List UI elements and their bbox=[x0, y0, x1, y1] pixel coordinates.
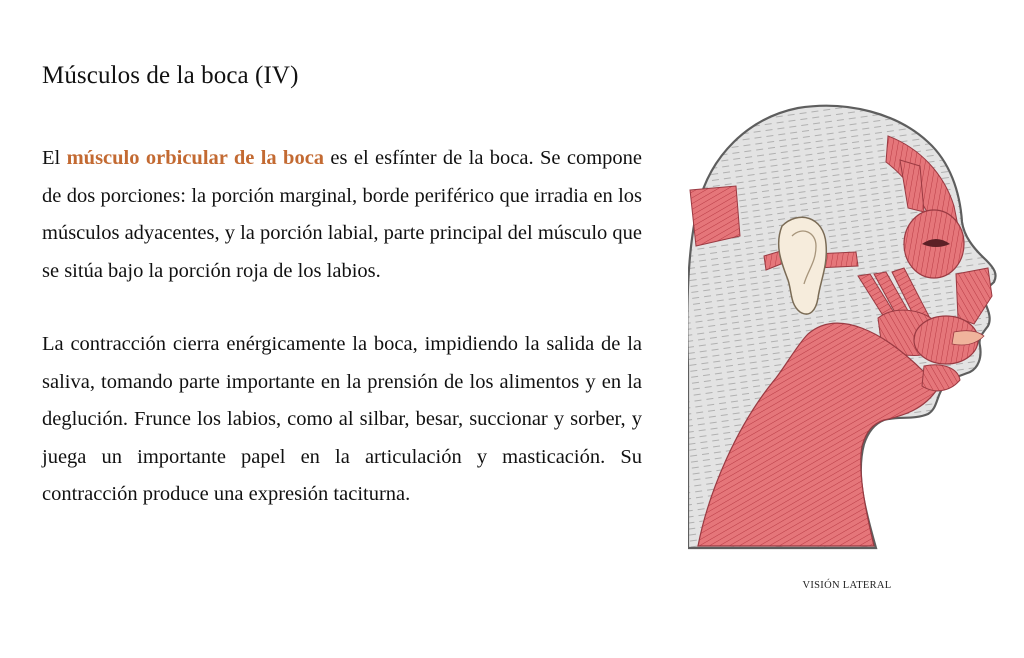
head-lateral-illustration bbox=[688, 96, 1006, 556]
paragraph-rest: es el esfínter de la boca. Se compone de dos porciones: la porción marginal, borde periférico que irradia en los músculos adyacentes, y la porción labial, parte principal del músculo que se sitúa bajo la porción roja de los labios. bbox=[42, 147, 643, 282]
occipital-muscle bbox=[690, 186, 740, 246]
paragraph-lead: El bbox=[42, 147, 67, 169]
figure-caption: VISIÓN LATERAL bbox=[802, 580, 892, 591]
paragraph-function: La contracción cierra enérgicamente la boca, impidiendo la salida de la saliva, tomando parte importante en la prensión de los alimentos y en la deglución. Frunce los labios, como al silbar, besar, succionar y sorber, y juega un importante papel en la articulación y masticación. Su contracción produce una expresión taciturna. bbox=[42, 333, 642, 505]
paragraph-definition bbox=[42, 140, 642, 290]
muscle-name-highlight: músculo orbicular de la boca bbox=[66, 147, 325, 169]
page-title: Músculos de la boca (IV) bbox=[42, 62, 299, 89]
body-text bbox=[42, 140, 642, 550]
head-muscles-svg bbox=[688, 96, 1006, 556]
